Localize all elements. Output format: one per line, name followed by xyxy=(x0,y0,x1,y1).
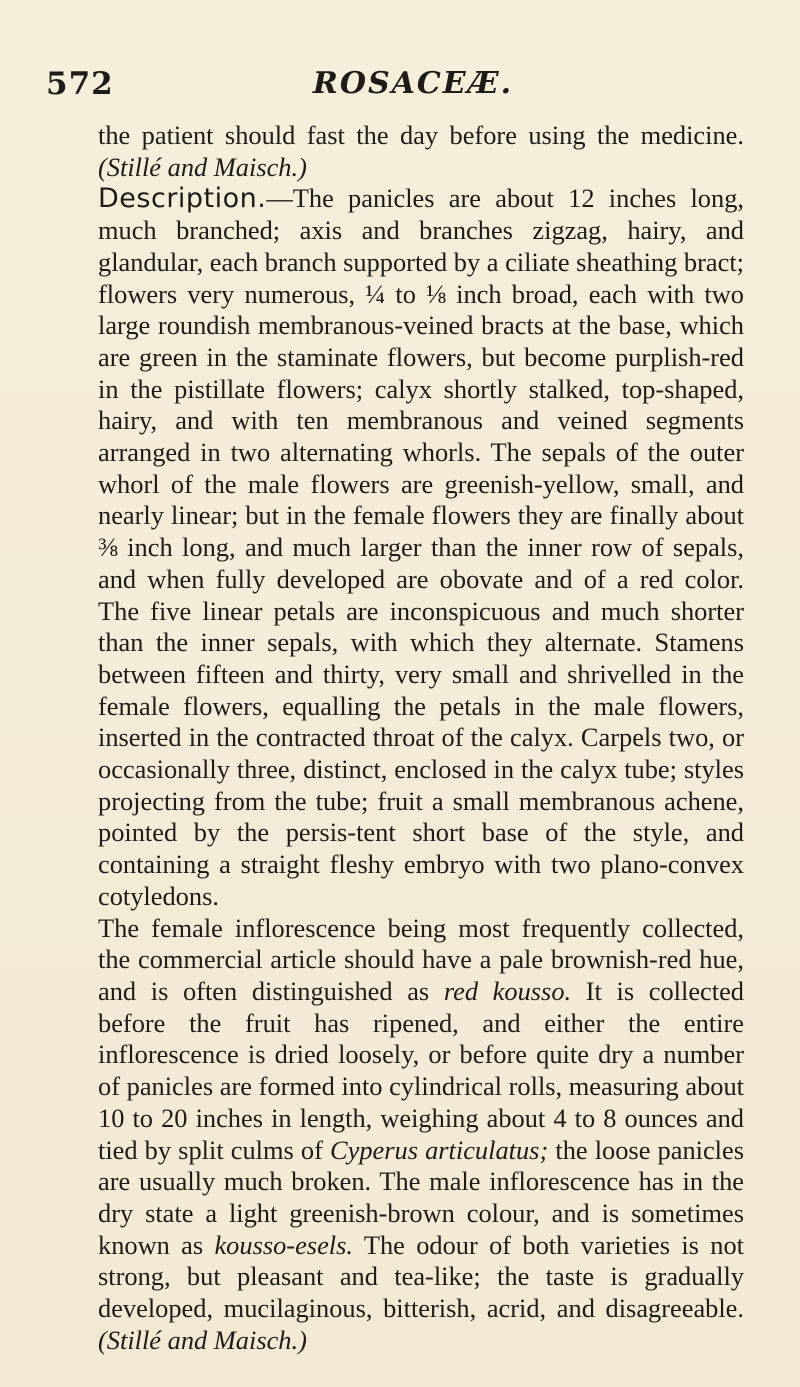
commerce-text-4: The odour of both varieties is not strong, but pleasant and tea-like; the taste is gradually developed, mucilaginous, bitterish, acrid, and disagreeable. xyxy=(98,1229,744,1324)
citation: (Stillé and Maisch.) xyxy=(98,151,307,182)
description-text-2: to xyxy=(385,278,427,309)
commerce-text-1: The female inflorescence being most frequently collected, the commercial article should have a pale brownish-red hue, and is often distinguished as xyxy=(98,912,744,1006)
description-text-3: inch broad, each with two large roundish membranous-veined bracts at the base, which are green in the staminate flowers, but become purplish-red in the pistillate flowers; calyx shortly stalked, top-shaped, hairy, and with ten membranous and veined segments arranged in two alternating whorls. The sepals of the outer whorl of the male flowers are greenish-yellow, small, and nearly linear; but in the female flowers they are finally about xyxy=(98,278,744,531)
fraction: ¼ xyxy=(365,278,386,309)
paragraph-description xyxy=(98,183,744,912)
term-red-kousso: red kousso. xyxy=(443,975,572,1006)
commerce-text-3: the loose panicles are usually much broken. The male inflorescence has in the dry state a light greenish-brown colour, and is sometimes known as xyxy=(98,1134,744,1260)
page-header xyxy=(46,66,740,112)
running-head: ROSACEÆ. xyxy=(312,66,514,101)
term-kousso-esels: kousso-esels. xyxy=(214,1229,353,1260)
page-number: 572 xyxy=(46,66,114,102)
heading-dash: — xyxy=(266,183,293,214)
section-heading: Description. xyxy=(98,183,267,215)
description-text-1: The panicles are about 12 inches long, much branched; axis and branches zigzag, hairy, and glandular, each branch supported by a ciliate sheathing bract; flowers very numerous, xyxy=(98,183,744,309)
description-text-4: inch long, and much larger than the inner row of sepals, and when fully developed are obovate and of a red color. The five linear petals are inconspicuous and much shorter than the inner sepals, with which they alternate. Stamens between fifteen and thirty, very small and shrivelled in the female flowers, equalling the petals in the male flowers, inserted in the contracted throat of the calyx. Carpels two, or occasionally three, distinct, enclosed in the calyx tube; styles projecting from the tube; fruit a small membranous achene, pointed by the persis-tent short base of the style, and containing a straight fleshy embryo with two plano-convex cotyledons. xyxy=(98,532,744,911)
paragraph-commerce xyxy=(98,913,744,1357)
fraction: ⅛ xyxy=(426,278,446,309)
fraction: ⅜ xyxy=(98,532,118,563)
body-text xyxy=(98,120,744,1356)
commerce-text-2: It is collected before the fruit has ripened, and either the entire inflorescence is dried loosely, or before quite dry a number of panicles are formed into cylindrical rolls, measuring about 10 to 20 inches in length, weighing about 4 to 8 ounces and tied by split culms of xyxy=(98,975,744,1165)
citation: (Stillé and Maisch.) xyxy=(98,1324,307,1355)
paragraph-intro xyxy=(98,120,744,183)
term-cyperus: Cyperus articulatus; xyxy=(330,1134,549,1165)
paragraph-intro-text: the patient should fast the day before using the medicine. xyxy=(98,120,744,150)
